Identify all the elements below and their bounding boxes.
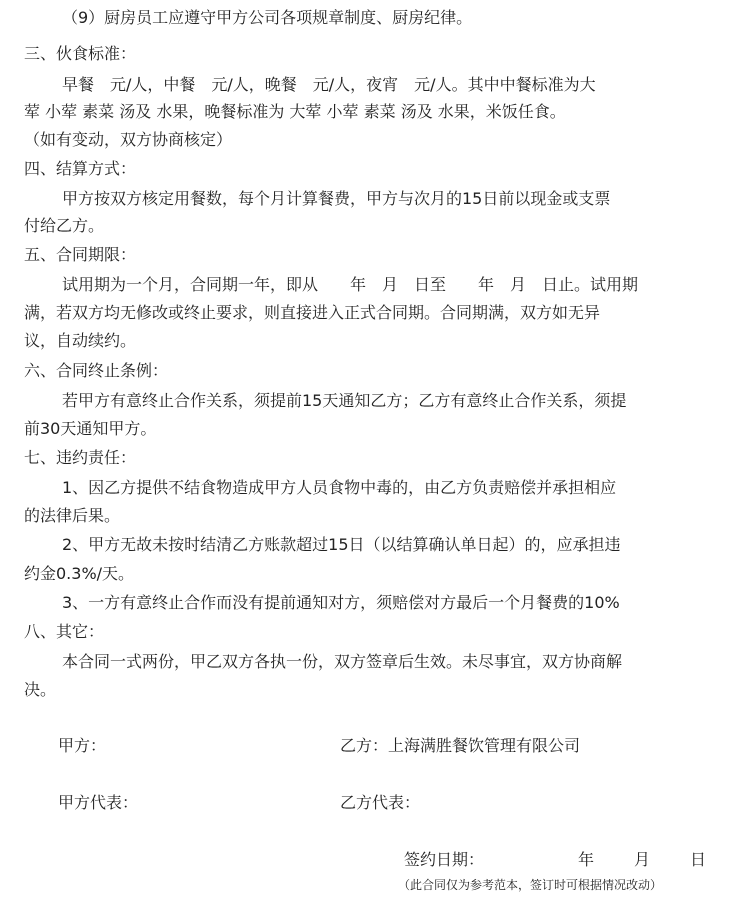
liability-1-line-2: 的法律后果。 [24,506,121,525]
term-line-1: 试用期为一个月，合同期一年，即从 年 月 日至 年 月 日止。试用期 [62,275,639,294]
term-line-2: 满，若双方均无修改或终止要求，则直接进入正式合同期。合同期满，双方如无异 [24,303,601,322]
termination-line-1: 若甲方有意终止合作关系，须提前15天通知乙方；乙方有意终止合作关系，须提 [62,391,627,410]
party-b-label: 乙方：上海满胜餐饮管理有限公司 [340,736,581,755]
liability-3-line-1: 3、一方有意终止合作而没有提前通知对方，须赔偿对方最后一个月餐费的10% [62,593,620,612]
signing-date-day: 日 [690,850,707,869]
party-b-representative-label: 乙方代表： [340,793,421,812]
section-8-heading: 八、其它： [24,622,105,641]
meal-standard-line-1: 早餐 元/人，中餐 元/人，晚餐 元/人，夜宵 元/人。其中中餐标准为大 [62,75,596,94]
meal-standard-line-3: （如有变动，双方协商核定） [24,130,233,149]
party-a-representative-label: 甲方代表： [58,793,139,812]
settlement-line-1: 甲方按双方核定用餐数，每个月计算餐费，甲方与次月的15日前以现金或支票 [62,189,611,208]
clause-9-kitchen-rules: （9）厨房员工应遵守甲方公司各项规章制度、厨房纪律。 [62,8,473,27]
signing-date-label: 签约日期： [404,850,485,869]
signing-date-month: 月 [634,850,651,869]
party-a-label: 甲方： [58,736,107,755]
meal-standard-line-2: 荤 小荤 素菜 汤及 水果，晚餐标准为 大荤 小荤 素菜 汤及 水果，米饭任食。 [24,102,566,121]
term-line-3: 议，自动续约。 [24,331,137,350]
template-disclaimer: （此合同仅为参考范本，签订时可根据情况改动） [398,878,663,892]
section-4-heading: 四、结算方式： [24,159,137,178]
liability-2-line-1: 2、甲方无故未按时结清乙方账款超过15日（以结算确认单日起）的，应承担违 [62,535,621,554]
section-6-heading: 六、合同终止条例： [24,361,169,380]
signing-date-year: 年 [578,850,595,869]
section-3-heading: 三、伙食标准： [24,44,137,63]
section-5-heading: 五、合同期限： [24,245,137,264]
liability-2-line-2: 约金0.3%/天。 [24,564,135,583]
settlement-line-2: 付给乙方。 [24,216,105,235]
other-line-1: 本合同一式两份，甲乙双方各执一份，双方签章后生效。未尽事宜，双方协商解 [62,652,623,671]
section-7-heading: 七、违约责任： [24,448,137,467]
liability-1-line-1: 1、因乙方提供不结食物造成甲方人员食物中毒的，由乙方负责赔偿并承担相应 [62,478,617,497]
termination-line-2: 前30天通知甲方。 [24,419,157,438]
other-line-2: 决。 [24,680,57,699]
